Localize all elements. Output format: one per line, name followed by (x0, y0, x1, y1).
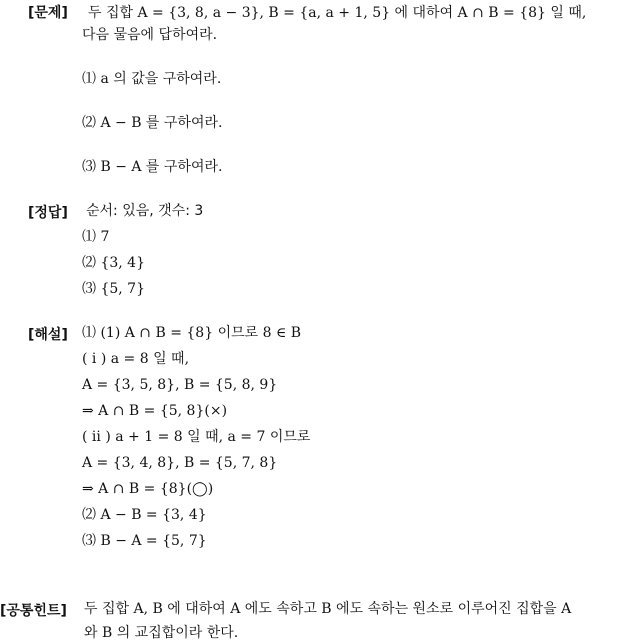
problem-question-1: ⑴ a 의 값을 구하여라. (82, 71, 222, 87)
solution-line: ⑵ A − B = {3, 4} (82, 507, 207, 523)
problem-intro-line1: 두 집합 A = {3, 8, a − 3}, B = {a, a + 1, 5} 에 대하여 A ∩ B = {8} 일 때, (88, 5, 587, 21)
solution-line: ( i ) a = 8 일 때, (82, 351, 190, 367)
solution-line: ⑴ (1) A ∩ B = {8} 이므로 8 ∈ B (82, 325, 302, 341)
answer-3: ⑶ {5, 7} (82, 281, 145, 297)
problem-question-3: ⑶ B − A 를 구하여라. (82, 159, 223, 175)
solution-line: ⑶ B − A = {5, 7} (82, 533, 207, 549)
problem-question-2: ⑵ A − B 를 구하여라. (82, 115, 223, 131)
answer-label: [정답] (28, 205, 68, 221)
problem-label: [문제] (28, 5, 68, 21)
solution-label: [해설] (28, 327, 68, 343)
answer-1: ⑴ 7 (82, 229, 110, 245)
hint-label: [공통힌트] (0, 603, 67, 619)
solution-line: ( ii ) a + 1 = 8 일 때, a = 7 이므로 (82, 429, 311, 445)
hint-line1: 두 집합 A, B 에 대하여 A 에도 속하고 B 에도 속하는 원소로 이루어진 집합을 A (84, 601, 572, 617)
answer-meta: 순서: 있음, 갯수: 3 (86, 203, 204, 219)
hint-line2: 와 B 의 교집합이라 한다. (84, 625, 239, 641)
solution-line: ⇒ A ∩ B = {8}(◯) (82, 481, 214, 497)
solution-line: A = {3, 4, 8}, B = {5, 7, 8} (82, 455, 278, 471)
answer-2: ⑵ {3, 4} (82, 255, 145, 271)
solution-line: ⇒ A ∩ B = {5, 8}(×) (82, 403, 228, 419)
solution-line: A = {3, 5, 8}, B = {5, 8, 9} (82, 377, 278, 393)
problem-intro-line2: 다음 물음에 답하여라. (82, 27, 218, 43)
